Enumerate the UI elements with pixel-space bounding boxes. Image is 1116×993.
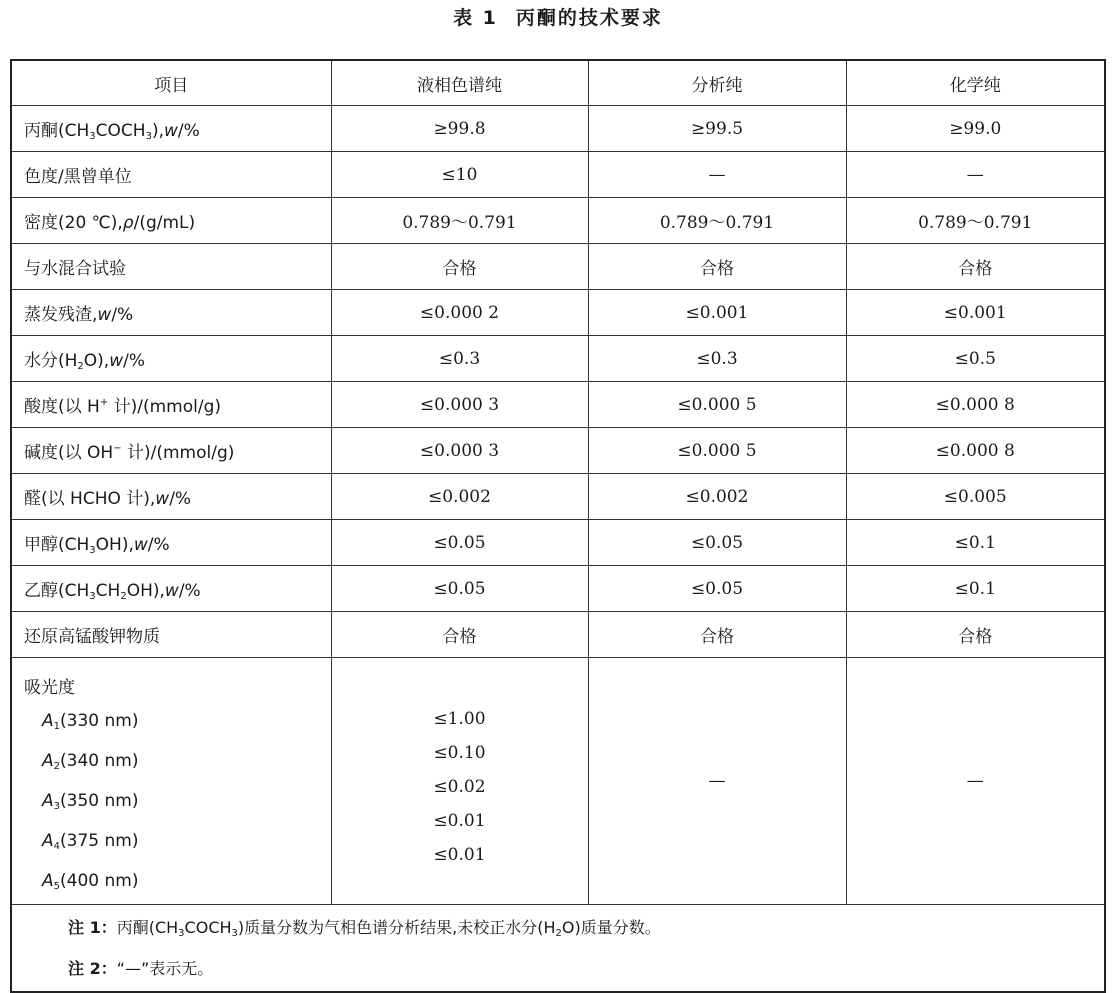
- absorbance-wavelength: $A_5(400$ nm): [42, 871, 139, 892]
- value-analytical: ≤0.000 5: [588, 382, 846, 428]
- value-hplc: ≤0.000 3: [331, 382, 588, 428]
- table-row: [11, 106, 1105, 152]
- absorbance-value: ≤0.01: [433, 845, 486, 865]
- value-chemical: ≤0.1: [846, 566, 1105, 612]
- absorbance-label: 吸光度: [24, 678, 75, 698]
- value-chemical: —: [846, 152, 1105, 198]
- absorbance-wavelength: $A_1(330$ nm): [42, 711, 139, 732]
- value-hplc: 合格: [331, 612, 588, 658]
- table-row: [11, 198, 1105, 244]
- notes-cell: [11, 905, 1105, 993]
- value-chemical: ≤0.000 8: [846, 428, 1105, 474]
- value-analytical: ≤0.000 5: [588, 428, 846, 474]
- value-hplc: ≤0.05: [331, 566, 588, 612]
- row-name: 丙酮$(CH_3COCH_3),w/\%$: [11, 106, 331, 152]
- absorbance-value: ≤1.00: [433, 709, 486, 729]
- row-name: 酸度(以 H+ 计)/(mmol/g): [11, 382, 331, 428]
- absorbance-wavelength: $A_3(350$ nm): [42, 791, 139, 812]
- header-chemical-grade: 化学纯: [846, 60, 1105, 106]
- value-analytical: 0.789～0.791: [588, 198, 846, 244]
- value-analytical: ≤0.001: [588, 290, 846, 336]
- value-analytical: 合格: [588, 612, 846, 658]
- row-name: 水分$(H_2O),w/\%$: [11, 336, 331, 382]
- value-chemical: ≤0.001: [846, 290, 1105, 336]
- value-hplc: ≤0.3: [331, 336, 588, 382]
- absorbance-row: [11, 658, 1105, 905]
- value-chemical: 合格: [846, 612, 1105, 658]
- row-name: 与水混合试验: [11, 244, 331, 290]
- value-chemical: ≤0.5: [846, 336, 1105, 382]
- value-chemical: ≤0.1: [846, 520, 1105, 566]
- row-name: 碱度(以 OH− 计)/(mmol/g): [11, 428, 331, 474]
- value-hplc: 0.789～0.791: [331, 198, 588, 244]
- row-name: 色度/黑曾单位: [11, 152, 331, 198]
- value-hplc: ≤0.05: [331, 520, 588, 566]
- row-name: 醛(以 HCHO 计),w/%: [11, 474, 331, 520]
- value-analytical: ≥99.5: [588, 106, 846, 152]
- note-2-text: “—”表示无。: [116, 959, 214, 978]
- table-row: [11, 566, 1105, 612]
- table-row: [11, 152, 1105, 198]
- table-row: [11, 382, 1105, 428]
- value-chemical: ≥99.0: [846, 106, 1105, 152]
- row-name: 乙醇$(CH_3CH_2OH),w/\%$: [11, 566, 331, 612]
- row-name: 还原高锰酸钾物质: [11, 612, 331, 658]
- table-row: [11, 474, 1105, 520]
- table-number: 表 1: [453, 7, 498, 29]
- note-1-label: 注 1：: [68, 918, 117, 937]
- value-hplc: 合格: [331, 244, 588, 290]
- value-chemical: 合格: [846, 244, 1105, 290]
- row-name: 密度(20 ℃),ρ/(g/mL): [11, 198, 331, 244]
- header-row: [11, 60, 1105, 106]
- value-chemical: 0.789～0.791: [846, 198, 1105, 244]
- absorbance-name-cell: [11, 658, 331, 905]
- value-analytical: ≤0.05: [588, 520, 846, 566]
- value-analytical: ≤0.05: [588, 566, 846, 612]
- table-row: [11, 612, 1105, 658]
- row-name: 蒸发残渣,w/%: [11, 290, 331, 336]
- row-name: 甲醇$(CH_3OH),w/\%$: [11, 520, 331, 566]
- value-analytical: ≤0.3: [588, 336, 846, 382]
- table-title: [0, 4, 1116, 32]
- value-hplc: ≥99.8: [331, 106, 588, 152]
- value-analytical: ≤0.002: [588, 474, 846, 520]
- absorbance-chemical: —: [846, 658, 1105, 905]
- value-analytical: 合格: [588, 244, 846, 290]
- note-1: [68, 910, 1104, 951]
- absorbance-value: ≤0.02: [433, 777, 486, 797]
- table-caption: 丙酮的技术要求: [515, 7, 663, 29]
- absorbance-hplc-cell: [331, 658, 588, 905]
- value-hplc: ≤0.000 2: [331, 290, 588, 336]
- value-hplc: ≤0.000 3: [331, 428, 588, 474]
- table-row: [11, 290, 1105, 336]
- specification-table: [10, 59, 1106, 993]
- value-hplc: ≤0.002: [331, 474, 588, 520]
- table-row: [11, 336, 1105, 382]
- absorbance-value: ≤0.01: [433, 811, 486, 831]
- value-chemical: ≤0.005: [846, 474, 1105, 520]
- header-analytical-grade: 分析纯: [588, 60, 846, 106]
- note-2: [68, 951, 1104, 986]
- header-hplc-grade: 液相色谱纯: [331, 60, 588, 106]
- value-chemical: ≤0.000 8: [846, 382, 1105, 428]
- note-2-label: 注 2：: [68, 959, 117, 978]
- absorbance-wavelength: $A_4(375$ nm): [42, 831, 139, 852]
- absorbance-analytical: —: [588, 658, 846, 905]
- table-row: [11, 520, 1105, 566]
- value-analytical: —: [588, 152, 846, 198]
- table-row: [11, 428, 1105, 474]
- value-hplc: ≤10: [331, 152, 588, 198]
- notes-row: [11, 905, 1105, 993]
- absorbance-wavelength: $A_2(340$ nm): [42, 751, 139, 772]
- note-1-text: 丙酮$(CH_3COCH_3)$质量分数为气相色谱分析结果,未校正水分$(H_2O)$质量分数。: [116, 918, 661, 939]
- header-item: 项目: [11, 60, 331, 106]
- absorbance-value: ≤0.10: [433, 743, 486, 763]
- table-row: [11, 244, 1105, 290]
